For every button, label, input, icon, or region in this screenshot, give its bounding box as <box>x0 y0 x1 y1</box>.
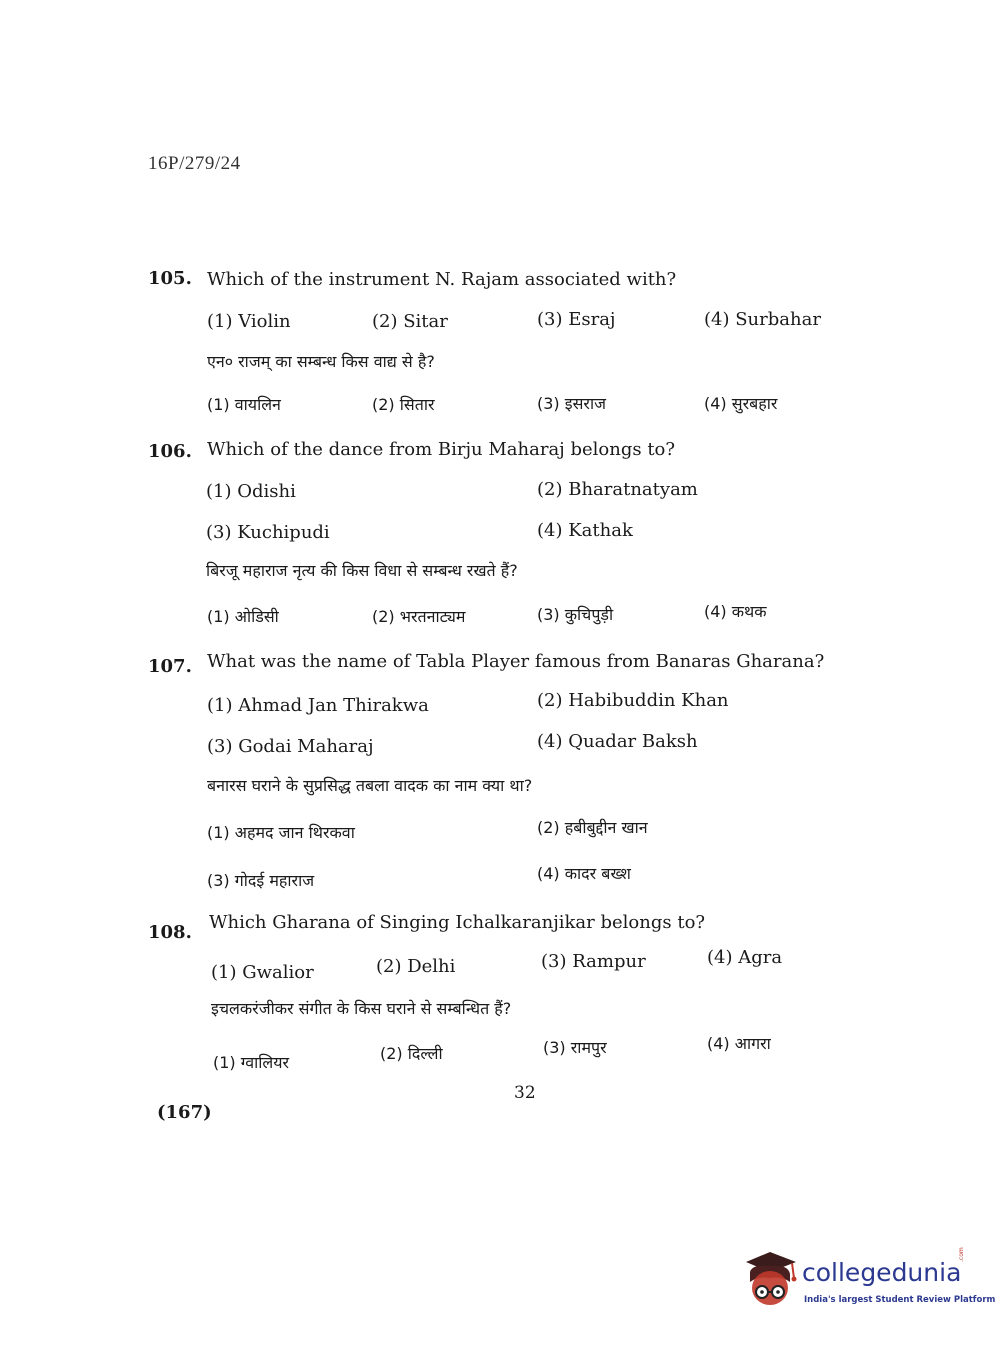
option-hi-2: (2) दिल्ली <box>380 1044 443 1063</box>
option-en-2: (2) Bharatnatyam <box>537 479 698 500</box>
option-en-4: (4) Surbahar <box>704 309 821 330</box>
question-text-hi: बनारस घराने के सुप्रसिद्ध तबला वादक का नाम क्या था? <box>207 776 533 795</box>
option-en-2: (2) Habibuddin Khan <box>537 690 729 711</box>
question-text-en: Which of the instrument N. Rajam associated with? <box>207 269 677 290</box>
brand-name: collegedunia <box>802 1258 962 1287</box>
paper-code: 16P/279/24 <box>148 153 241 174</box>
option-hi-2: (2) हबीबुद्दीन खान <box>537 818 648 837</box>
booklet-serial: (167) <box>157 1102 212 1123</box>
option-en-1: (1) Odishi <box>206 481 296 502</box>
option-hi-3: (3) रामपुर <box>543 1038 607 1057</box>
option-hi-4: (4) आगरा <box>707 1034 771 1053</box>
collegedunia-logo <box>742 1247 996 1312</box>
option-en-4: (4) Quadar Baksh <box>537 731 698 752</box>
option-hi-4: (4) कथक <box>704 602 767 621</box>
question-text-en: Which Gharana of Singing Ichalkaranjikar belongs to? <box>209 912 706 933</box>
option-en-3: (3) Godai Maharaj <box>207 736 374 757</box>
question-text-en: Which of the dance from Birju Maharaj belongs to? <box>207 439 676 460</box>
page-number: 32 <box>514 1083 536 1103</box>
option-hi-1: (1) अहमद जान थिरकवा <box>207 823 355 842</box>
question-number: 108. <box>148 922 192 943</box>
option-hi-3: (3) गोदई महाराज <box>207 871 315 890</box>
option-hi-1: (1) ग्वालियर <box>213 1053 290 1072</box>
option-en-1: (1) Gwalior <box>211 962 314 983</box>
option-hi-3: (3) इसराज <box>537 394 606 413</box>
option-en-3: (3) Kuchipudi <box>206 522 330 543</box>
option-en-4: (4) Kathak <box>537 520 633 541</box>
mascot-icon <box>742 1250 800 1312</box>
option-en-1: (1) Violin <box>207 311 291 332</box>
brand-tagline: India's largest Student Review Platform <box>804 1295 996 1305</box>
option-hi-1: (1) वायलिन <box>207 395 281 414</box>
question-text-hi: एन० राजम् का सम्बन्ध किस वाद्य से है? <box>207 352 435 371</box>
question-text-hi: इचलकरंजीकर संगीत के किस घराने से सम्बन्धित हैं? <box>211 999 512 1018</box>
option-hi-4: (4) कादर बख्श <box>537 864 631 883</box>
option-hi-2: (2) भरतनाट्यम <box>372 607 466 626</box>
option-en-1: (1) Ahmad Jan Thirakwa <box>207 695 429 716</box>
option-en-3: (3) Esraj <box>537 309 616 330</box>
option-en-3: (3) Rampur <box>541 951 646 972</box>
option-en-2: (2) Delhi <box>376 956 456 977</box>
option-en-2: (2) Sitar <box>372 311 448 332</box>
question-number: 107. <box>148 656 192 677</box>
option-hi-2: (2) सितार <box>372 395 435 414</box>
option-hi-4: (4) सुरबहार <box>704 394 778 413</box>
brand-suffix: .com <box>958 1247 965 1262</box>
question-text-hi: बिरजू महाराज नृत्य की किस विधा से सम्बन्ध रखते हैं? <box>206 561 518 580</box>
question-number: 106. <box>148 441 192 462</box>
question-number: 105. <box>148 268 192 289</box>
option-hi-1: (1) ओडिसी <box>207 607 279 626</box>
option-en-4: (4) Agra <box>707 947 783 968</box>
option-hi-3: (3) कुचिपुड़ी <box>537 605 614 624</box>
question-text-en: What was the name of Tabla Player famous from Banaras Gharana? <box>207 651 825 672</box>
